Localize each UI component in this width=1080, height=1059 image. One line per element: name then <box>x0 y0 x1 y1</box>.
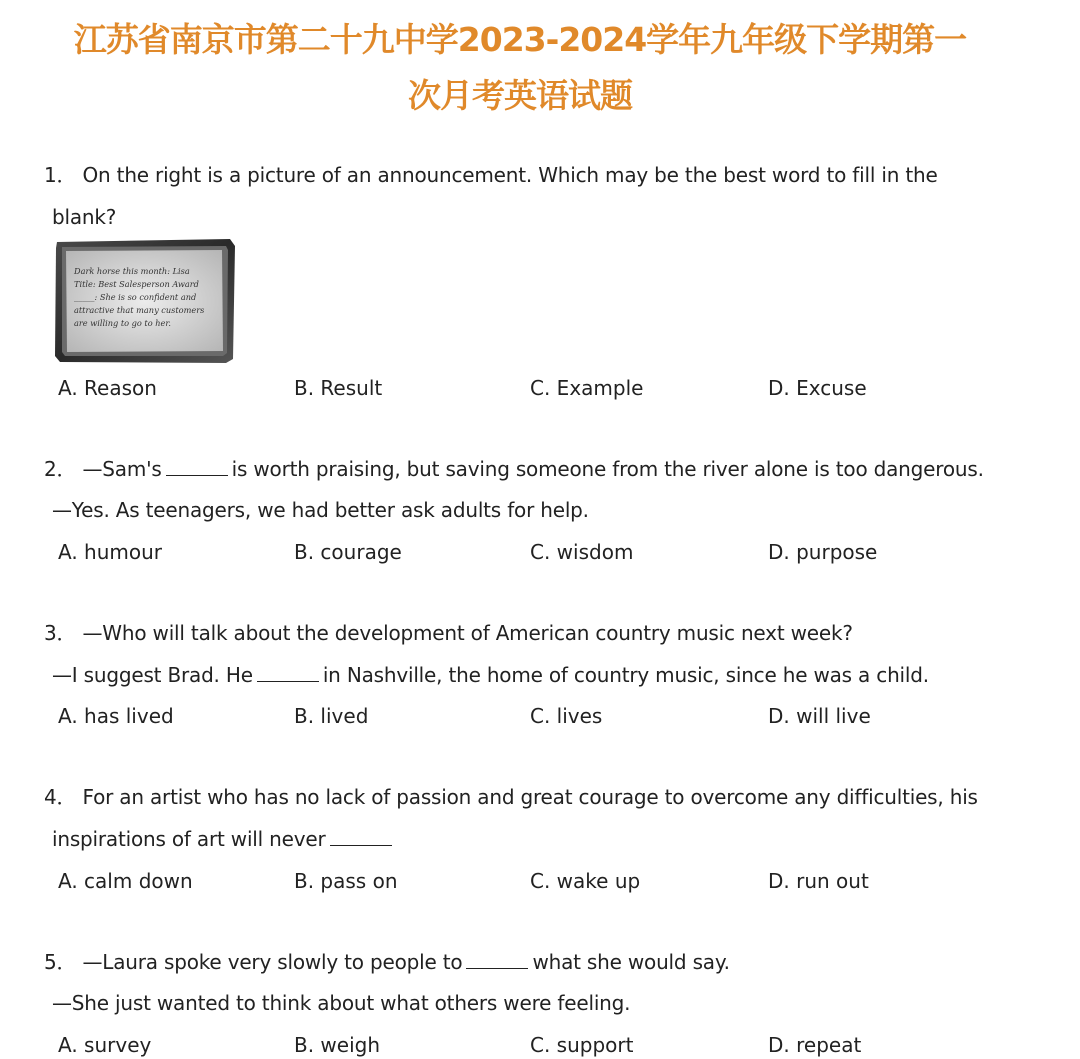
board-text-line-4: attractive that many customers <box>74 305 205 315</box>
question-5-option-a: A. survey <box>58 1033 152 1057</box>
answer-blank <box>330 827 392 846</box>
question-5-option-b: B. weigh <box>294 1033 381 1057</box>
question-5-number: 5． <box>44 950 77 974</box>
question-3-text-before-blank: —I suggest Brad. He <box>52 663 253 687</box>
question-1-option-c: C. Example <box>530 376 644 400</box>
question-5-option-c: C. support <box>530 1033 634 1057</box>
question-3-option-d: D. will live <box>768 704 871 728</box>
question-1-option-a: A. Reason <box>58 376 157 400</box>
board-text-line-5: are willing to go to her. <box>74 318 171 328</box>
answer-blank <box>466 950 528 969</box>
question-1-number: 1． <box>44 163 77 187</box>
board-text-line-1: Dark horse this month: Lisa <box>74 266 190 276</box>
question-2-stem-line-2: —Yes. As teenagers, we had better ask adults for help. <box>52 498 589 522</box>
document-title-line-2: 次月考英语试题 <box>408 76 632 115</box>
question-3-text-after-blank: in Nashville, the home of country music, since he was a child. <box>322 663 929 687</box>
question-5-text-before-blank: —Laura spoke very slowly to people to <box>82 950 463 974</box>
question-4-option-c: C. wake up <box>530 869 641 893</box>
question-5-option-d: D. repeat <box>768 1033 862 1057</box>
question-4-option-b: B. pass on <box>294 869 398 893</box>
question-3-option-b: B. lived <box>294 704 369 728</box>
question-2-option-c: C. wisdom <box>530 540 634 564</box>
question-4-option-d: D. run out <box>768 869 869 893</box>
question-3-stem-line-1 <box>44 619 853 647</box>
question-3-number: 3． <box>44 621 77 645</box>
answer-blank <box>166 457 228 476</box>
question-5-stem-line-2: —She just wanted to think about what others were feeling. <box>52 991 631 1015</box>
question-1-option-b: B. Result <box>294 376 383 400</box>
question-5-stem-line-1 <box>44 948 730 976</box>
question-1-option-d: D. Excuse <box>768 376 867 400</box>
board-text-line-2: Title: Best Salesperson Award <box>74 279 199 289</box>
question-4-text-before-blank: inspirations of art will never <box>52 827 326 851</box>
question-3-option-a: A. has lived <box>58 704 174 728</box>
question-4-number: 4． <box>44 785 77 809</box>
question-2-option-b: B. courage <box>294 540 402 564</box>
question-4-option-a: A. calm down <box>58 869 193 893</box>
question-5-text-after-blank: what she would say. <box>532 950 730 974</box>
question-2-stem-line-1 <box>44 455 984 483</box>
board-text-line-3: _____: She is so confident and <box>74 292 197 302</box>
question-3-stem-line-2 <box>52 661 929 689</box>
question-3-option-c: C. lives <box>530 704 603 728</box>
question-3-text: —Who will talk about the development of American country music next week? <box>82 621 853 645</box>
question-4-text: For an artist who has no lack of passion and great courage to overcome any difficulties, his <box>82 785 978 809</box>
document-title-line-1: 江苏省南京市第二十九中学2023-2024学年九年级下学期第一 <box>73 20 967 59</box>
question-1-text: On the right is a picture of an announcement. Which may be the best word to fill in the <box>82 163 938 187</box>
question-1-stem-line-1 <box>44 161 938 189</box>
question-1-stem-line-2: blank? <box>52 205 117 229</box>
question-2-option-d: D. purpose <box>768 540 878 564</box>
announcement-board-image <box>54 238 236 364</box>
question-2-text-before-blank: —Sam's <box>82 457 162 481</box>
answer-blank <box>257 663 319 682</box>
question-2-text-after-blank: is worth praising, but saving someone from the river alone is too dangerous. <box>231 457 984 481</box>
question-2-option-a: A. humour <box>58 540 163 564</box>
question-4-stem-line-1 <box>44 783 978 811</box>
question-2-number: 2． <box>44 457 77 481</box>
question-4-stem-line-2 <box>52 825 396 853</box>
